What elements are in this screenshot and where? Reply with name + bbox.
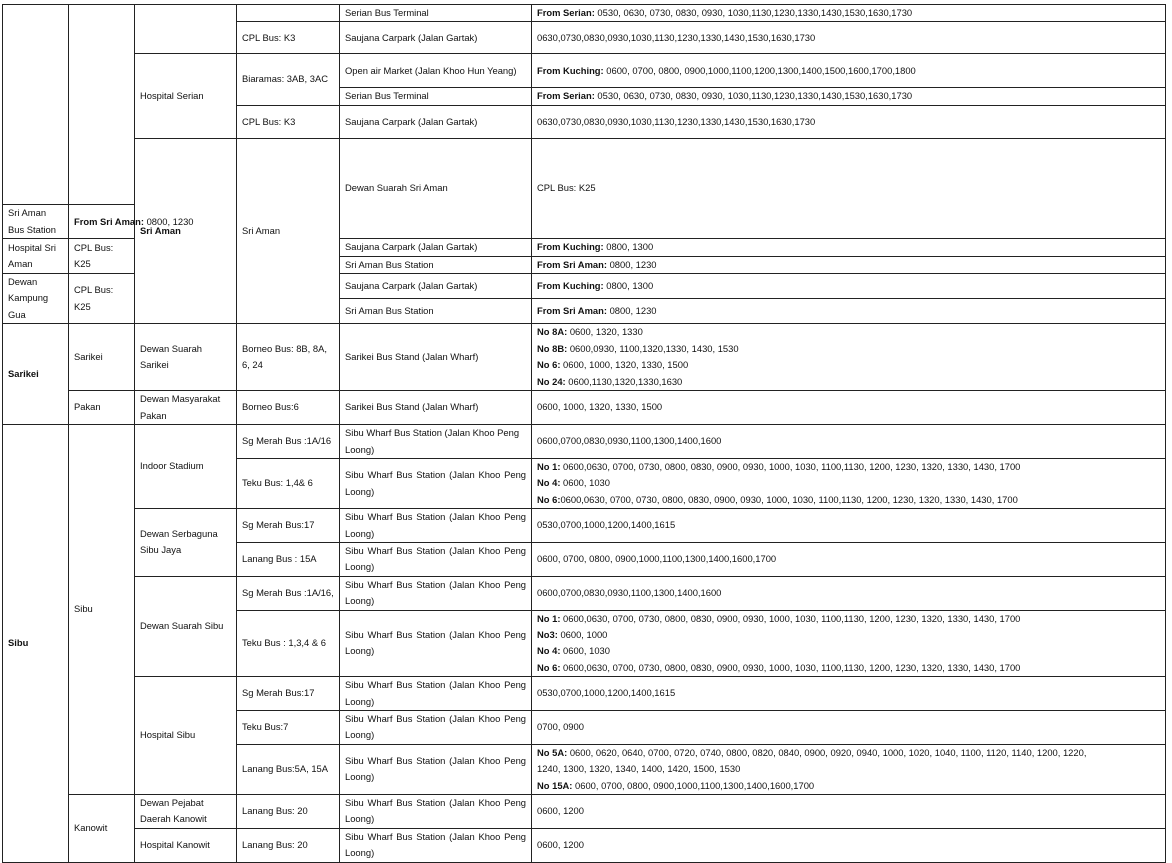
bus-cell: [532, 138, 1166, 238]
stop-cell: [340, 54, 532, 88]
schedule-cell: [532, 576, 1166, 610]
schedule-line: [537, 88, 1160, 104]
district-cell: [69, 425, 135, 795]
schedule-line: [537, 257, 1160, 273]
schedule-line: [537, 492, 1160, 508]
cell-text: Sarikei: [74, 351, 103, 363]
venue-cell: [3, 239, 69, 274]
bus-cell: [237, 22, 340, 54]
cell-text: Sri Aman: [242, 224, 281, 236]
venue-cell: [3, 274, 69, 324]
departure-times: 0600, 1000: [557, 628, 608, 640]
departure-times: 0600,0700,0830,0930,1100,1300,1400,1600: [537, 586, 722, 598]
schedule-cell: [532, 828, 1166, 862]
departure-times: 0600, 0700, 0800, 0900,1000,1100,1200,1300,1400,1500,1600,1700,1800: [603, 64, 916, 76]
stop-cell: [340, 425, 532, 459]
schedule-cell: [532, 88, 1166, 105]
schedule-cell: [532, 299, 1166, 324]
departure-times: 0800, 1300: [603, 279, 654, 291]
schedule-cell: [532, 677, 1166, 711]
schedule-cell: [532, 324, 1166, 391]
cell-text: Dewan Suarah Sri Aman: [345, 182, 448, 194]
venue-cell: [135, 509, 237, 577]
bus-cell: [237, 677, 340, 711]
venue-cell-empty: [135, 5, 237, 54]
region-cell-empty: [3, 5, 69, 205]
route-label: No 4:: [537, 477, 561, 489]
route-label: From Serian:: [537, 90, 595, 102]
schedule-cell: [532, 5, 1166, 22]
departure-times: 0530, 0630, 0730, 0830, 0930, 1030,1130,1230,1330,1430,1530,1630,1730: [594, 7, 913, 18]
schedule-line: [537, 30, 1160, 46]
stop-cell: [340, 239, 532, 256]
schedule-cell: [532, 509, 1166, 543]
schedule-cell: [532, 239, 1166, 256]
district-cell-empty: [69, 5, 135, 205]
cell-text: Dewan Pejabat Daerah Kanowit: [140, 797, 207, 825]
cell-text: Sarikei Bus Stand (Jalan Wharf): [345, 351, 479, 363]
bus-cell: [237, 711, 340, 745]
departure-times: 0600,0630, 0700, 0730, 0800, 0830, 0900, 0930, 1000, 1030, 1100,1130, 1200, 1230, 1320, 1330, 1430, 1700: [560, 460, 1021, 472]
cell-text: Sibu Wharf Bus Station (Jalan Khoo Peng Loong): [345, 628, 526, 657]
route-label: No 6:: [537, 493, 561, 505]
schedule-line: [537, 324, 1160, 340]
departure-times: 0600, 0700, 0800, 0900,1000,1100,1300,1400,1600,1700: [572, 779, 815, 791]
stop-cell: [340, 22, 532, 54]
schedule-line: [537, 5, 1160, 21]
departure-times: 0630,0730,0830,0930,1030,1130,1230,1330,1430,1530,1630,1730: [537, 31, 816, 43]
schedule-line: [537, 803, 1160, 819]
route-label: No 24:: [537, 375, 566, 387]
route-label: From Sri Aman:: [537, 258, 607, 270]
schedule-cell: [532, 744, 1166, 794]
stop-cell: [340, 542, 532, 576]
cell-text: Sibu Wharf Bus Station (Jalan Khoo Peng Loong): [345, 578, 526, 607]
cell-text: Sibu Wharf Bus Station (Jalan Khoo Peng Loong): [345, 511, 526, 539]
venue-cell: [135, 425, 237, 509]
schedule-line: [537, 517, 1160, 533]
bus-schedule-table: [2, 4, 1166, 863]
departure-times: 0600, 0620, 0640, 0700, 0720, 0740, 0800, 0820, 0840, 0900, 0920, 0940, 1000, 1020, 1040, 1100, 1120, 1140, 1200, 1220,: [567, 746, 1087, 758]
schedule-cell: [532, 542, 1166, 576]
schedule-line: [537, 837, 1160, 853]
cell-text: Sri Aman Bus Station: [345, 258, 434, 270]
cell-text: Lanang Bus:5A, 15A: [242, 763, 329, 775]
route-label: No 5A:: [537, 746, 568, 758]
venue-cell: [135, 54, 237, 138]
cell-text: Sibu Wharf Bus Station (Jalan Khoo Peng Loong): [345, 679, 526, 707]
schedule-line: [537, 551, 1160, 567]
schedule-cell: [532, 105, 1166, 138]
cell-text: Dewan Serbaguna Sibu Jaya: [140, 528, 218, 556]
route-label: From Kuching:: [537, 279, 604, 291]
cell-text: Sibu Wharf Bus Station (Jalan Khoo Peng Loong): [345, 469, 526, 497]
schedule-line: [537, 114, 1160, 130]
venue-cell: [135, 391, 237, 425]
cell-text: Saujana Carpark (Jalan Gartak): [345, 241, 478, 253]
departure-times: 0600, 1000, 1320, 1330, 1500: [560, 359, 689, 371]
cell-text: Pakan: [74, 401, 101, 413]
departure-times: 0700, 0900: [537, 721, 584, 733]
cell-text: Hospital Kanowit: [140, 839, 210, 851]
cell-text: Serian Bus Terminal: [345, 7, 429, 18]
bus-cell: [237, 610, 340, 677]
schedule-cell: [532, 795, 1166, 829]
departure-times: 0600,1130,1320,1330,1630: [565, 375, 683, 387]
schedule-cell: [532, 610, 1166, 677]
route-label: No 4:: [537, 645, 561, 657]
schedule-line: [537, 585, 1160, 601]
schedule-line: [537, 627, 1160, 643]
bus-cell: [69, 274, 135, 324]
cell-text: Sibu: [74, 603, 93, 615]
departure-times: 1240, 1300, 1320, 1340, 1400, 1420, 1500, 1530: [537, 763, 741, 775]
bus-cell: [237, 425, 340, 459]
departure-times: 0600,0700,0830,0930,1100,1300,1400,1600: [537, 435, 722, 447]
district-cell: [69, 795, 135, 863]
departure-times: 0600, 1200: [537, 839, 584, 851]
stop-cell: [340, 391, 532, 425]
schedule-cell: [532, 391, 1166, 425]
schedule-line: [537, 357, 1160, 373]
stop-cell: [340, 711, 532, 745]
route-label: No 6:: [537, 359, 561, 371]
departure-times: 0800, 1230: [606, 258, 657, 270]
stop-cell: [340, 744, 532, 794]
cell-text: Open air Market (Jalan Khoo Hun Yeang): [345, 64, 517, 76]
region-cell: [3, 425, 69, 863]
stop-cell: [340, 677, 532, 711]
cell-text: CPL Bus: K25: [74, 284, 114, 312]
departure-times: 0600,0630, 0700, 0730, 0800, 0830, 0900, 0930, 1000, 1030, 1100,1130, 1200, 1230, 1320, 1330, 1430, 1700: [560, 661, 1021, 673]
cell-text: Sg Merah Bus:17: [242, 519, 315, 531]
cell-text: Kanowit: [74, 822, 108, 834]
venue-cell: [135, 324, 237, 391]
stop-cell: [340, 105, 532, 138]
schedule-cell: [532, 274, 1166, 299]
schedule-line: [537, 278, 1160, 294]
venue-cell: [135, 677, 237, 795]
schedule-line: [537, 745, 1160, 761]
cell-text: Sri Aman: [140, 224, 181, 236]
cell-text: CPL Bus: K25: [537, 182, 596, 194]
cell-text: Sri Aman Bus Station: [345, 305, 434, 317]
stop-cell: [340, 795, 532, 829]
venue-cell: [135, 576, 237, 676]
cell-text: Sg Merah Bus :1A/16,: [242, 586, 334, 598]
schedule-cell: [532, 256, 1166, 273]
route-label: From Serian:: [537, 7, 595, 18]
cell-text: Saujana Carpark (Jalan Gartak): [345, 31, 478, 43]
cell-text: Sri Aman Bus Station: [8, 207, 56, 235]
route-label: No 8A:: [537, 326, 568, 338]
departure-times: 0600,0630, 0700, 0730, 0800, 0830, 0900, 0930, 1000, 1030, 1100,1130, 1200, 1230, 1320, 1330, 1430, 1700: [560, 612, 1021, 624]
route-label: No3:: [537, 628, 558, 640]
stop-cell: [340, 299, 532, 324]
bus-cell: [237, 391, 340, 425]
bus-cell: [237, 54, 340, 105]
cell-text: Dewan Kampung Gua: [8, 276, 49, 320]
bus-cell: [237, 324, 340, 391]
stop-cell: [340, 828, 532, 862]
cell-text: Lanang Bus: 20: [242, 839, 308, 851]
venue-cell: [135, 828, 237, 862]
route-label: From Kuching:: [537, 64, 604, 76]
departure-times: 0600, 1030: [560, 477, 610, 489]
schedule-line: [537, 761, 1160, 777]
cell-text: Hospital Sri Aman: [8, 241, 56, 270]
schedule-line: [537, 719, 1160, 735]
bus-cell: [237, 795, 340, 829]
route-label: No 15A:: [537, 779, 573, 791]
bus-cell: [237, 105, 340, 138]
cell-text: Sibu Wharf Bus Station (Jalan Khoo Peng Loong): [345, 713, 526, 741]
schedule-line: [537, 433, 1160, 449]
bus-cell: [237, 542, 340, 576]
cell-text: Indoor Stadium: [140, 460, 204, 472]
cell-text: Sarikei Bus Stand (Jalan Wharf): [345, 401, 479, 413]
schedule-page: [2, 4, 1166, 863]
schedule-line: [537, 475, 1160, 491]
bus-cell: [237, 458, 340, 508]
schedule-cell: [69, 205, 194, 239]
district-cell: [69, 391, 135, 425]
cell-text: Teku Bus: 1,4& 6: [242, 477, 313, 489]
stop-cell: [340, 576, 532, 610]
cell-text: Lanang Bus: 20: [242, 805, 308, 817]
departure-times: 0630,0730,0830,0930,1030,1130,1230,1330,1430,1530,1630,1730: [537, 115, 816, 127]
stop-cell: [340, 88, 532, 105]
schedule-line: [537, 239, 1160, 255]
schedule-line: [537, 399, 1160, 415]
departure-times: 0600, 1030: [560, 645, 610, 657]
route-label: From Sri Aman:: [537, 305, 607, 317]
cell-text: Dewan Suarah Sibu: [140, 620, 224, 632]
region-cell: [135, 138, 237, 323]
route-label: No 1:: [537, 612, 561, 624]
departure-times: 0530, 0630, 0730, 0830, 0930, 1030,1130,1230,1330,1430,1530,1630,1730: [594, 90, 913, 102]
bus-cell: [69, 239, 135, 274]
schedule-cell: [532, 22, 1166, 54]
stop-cell: [340, 610, 532, 677]
stop-cell: [340, 324, 532, 391]
route-label: No 1:: [537, 460, 561, 472]
route-label: No 6:: [537, 661, 561, 673]
stop-cell: [340, 458, 532, 508]
bus-cell-empty: [237, 5, 340, 22]
cell-text: Teku Bus : 1,3,4 & 6: [242, 637, 326, 649]
cell-text: Teku Bus:7: [242, 721, 289, 733]
bus-cell: [237, 576, 340, 610]
departure-times: 0800, 1300: [603, 241, 654, 253]
cell-text: Borneo Bus:6: [242, 401, 299, 413]
cell-text: Biaramas: 3AB, 3AC: [242, 73, 328, 85]
cell-text: Saujana Carpark (Jalan Gartak): [345, 279, 478, 291]
bus-cell: [237, 509, 340, 543]
route-label: From Sri Aman:: [74, 215, 144, 227]
cell-text: Sibu Wharf Bus Station (Jalan Khoo Peng Loong): [345, 427, 520, 455]
cell-text: Hospital Serian: [140, 89, 204, 101]
district-cell: [237, 138, 340, 323]
schedule-line: [74, 214, 194, 230]
cell-text: Dewan Suarah Sarikei: [140, 342, 203, 371]
schedule-cell: [532, 54, 1166, 88]
route-label: From Kuching:: [537, 241, 604, 253]
departure-times: 0600,0930, 1100,1320,1330, 1430, 1530: [567, 342, 739, 354]
venue-cell: [340, 138, 532, 238]
stop-cell: [340, 274, 532, 299]
venue-cell: [135, 795, 237, 829]
route-label: No 8B:: [537, 342, 568, 354]
schedule-line: [537, 685, 1160, 701]
schedule-line: [537, 778, 1160, 794]
stop-cell: [340, 5, 532, 22]
departure-times: 0600, 1000, 1320, 1330, 1500: [537, 401, 663, 413]
stop-cell: [340, 256, 532, 273]
schedule-line: [537, 341, 1160, 357]
cell-text: Serian Bus Terminal: [345, 90, 429, 102]
cell-text: CPL Bus: K25: [74, 241, 114, 270]
cell-text: Saujana Carpark (Jalan Gartak): [345, 115, 478, 127]
cell-text: Lanang Bus : 15A: [242, 553, 317, 565]
cell-text: Sibu Wharf Bus Station (Jalan Khoo Peng Loong): [345, 830, 526, 859]
departure-times: 0800, 1230: [606, 305, 657, 317]
district-cell: [69, 324, 135, 391]
cell-text: Sg Merah Bus:17: [242, 687, 315, 699]
cell-text: Borneo Bus: 8B, 8A, 6, 24: [242, 342, 327, 371]
region-cell: [3, 324, 69, 425]
schedule-cell: [532, 711, 1166, 745]
cell-text: Hospital Sibu: [140, 729, 196, 741]
schedule-line: [537, 660, 1160, 676]
cell-text: Sibu Wharf Bus Station (Jalan Khoo Peng Loong): [345, 544, 526, 573]
cell-text: Sibu Wharf Bus Station (Jalan Khoo Peng Loong): [345, 797, 526, 825]
departure-times: 0600, 0700, 0800, 0900,1000,1100,1300,1400,1600,1700: [537, 553, 777, 565]
schedule-cell: [532, 458, 1166, 508]
cell-text: Sibu Wharf Bus Station (Jalan Khoo Peng Loong): [345, 755, 526, 783]
schedule-line: [537, 643, 1160, 659]
departure-times: 0800, 1230: [143, 215, 194, 227]
cell-text: Sibu: [8, 637, 29, 649]
cell-text: Sg Merah Bus :1A/16: [242, 435, 332, 447]
cell-text: Dewan Masyarakat Pakan: [140, 393, 221, 421]
cell-text: CPL Bus: K3: [242, 115, 296, 127]
cell-text: Sarikei: [8, 367, 39, 379]
cell-text: CPL Bus: K3: [242, 31, 296, 43]
departure-times: 0600, 1200: [537, 805, 584, 817]
departure-times: 0530,0700,1000,1200,1400,1615: [537, 687, 676, 699]
departure-times: 0600, 1320, 1330: [567, 326, 643, 338]
schedule-cell: [532, 425, 1166, 459]
schedule-line: [537, 303, 1160, 319]
schedule-line: [537, 459, 1160, 475]
departure-times: 0530,0700,1000,1200,1400,1615: [537, 519, 676, 531]
schedule-line: [537, 611, 1160, 627]
bus-cell: [237, 744, 340, 794]
schedule-line: [537, 63, 1160, 79]
bus-cell: [237, 828, 340, 862]
stop-cell: [3, 205, 69, 239]
schedule-line: [537, 374, 1160, 390]
stop-cell: [340, 509, 532, 543]
departure-times: 0600,0630, 0700, 0730, 0800, 0830, 0900, 0930, 1000, 1030, 1100,1130, 1200, 1230, 1320, 1330, 1430, 1700: [560, 493, 1018, 505]
